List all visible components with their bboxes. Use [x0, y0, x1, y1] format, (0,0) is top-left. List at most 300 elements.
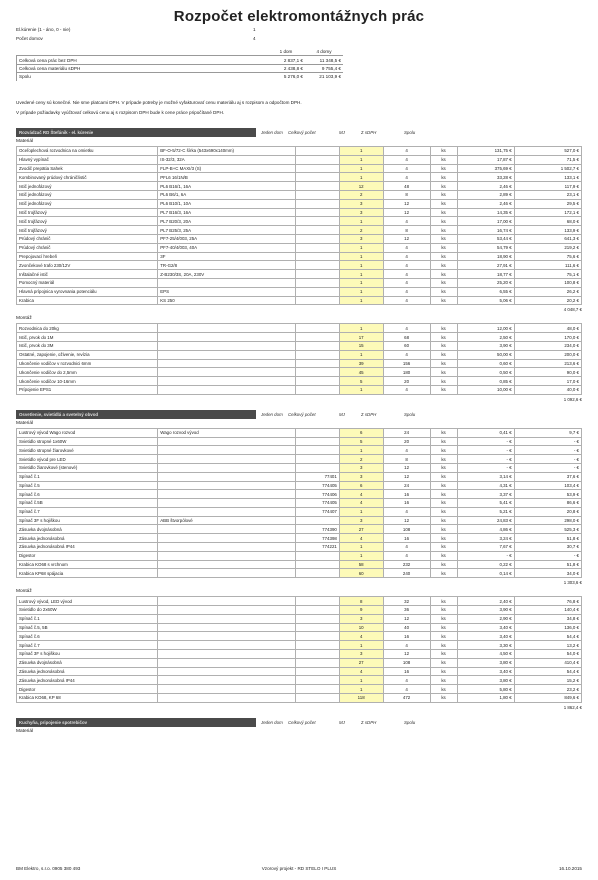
- note-1: Uvedené ceny sú konečné. Nie sme platcami DPH. V prípade potreby je možné vyfakturovať cenu materiálu aj s rozpisom a odpočtom DPH.: [16, 100, 302, 105]
- item-unit: ks: [430, 270, 457, 279]
- item-spec: PL7 B16/3, 16A: [158, 208, 296, 217]
- item-unit: ks: [430, 481, 457, 490]
- item-spec: [158, 614, 296, 623]
- item-code: [296, 147, 340, 156]
- item-code: [296, 614, 340, 623]
- item-name: Svietidlo stropné 1x60W: [17, 437, 158, 446]
- item-code: [296, 516, 340, 525]
- item-spec: [158, 324, 296, 333]
- item-qty-total: 16: [383, 667, 430, 676]
- item-unit: ks: [430, 324, 457, 333]
- item-price: 16,74 €: [457, 226, 514, 235]
- item-spec: PF7-25/4/003, 25A: [158, 234, 296, 243]
- item-spec: [158, 385, 296, 394]
- item-sum: 9,7 €: [514, 428, 581, 437]
- table-row: [17, 199, 582, 208]
- item-qty-total: 4: [383, 252, 430, 261]
- item-sum: - €: [514, 446, 581, 455]
- item-sum: 34,8 €: [514, 614, 581, 623]
- item-qty-total: 16: [383, 499, 430, 508]
- item-price: 131,75 €: [457, 147, 514, 156]
- table-row: [17, 560, 582, 569]
- item-name: Svietidlo do 2x60W: [17, 606, 158, 615]
- item-name: Spínač č.6: [17, 632, 158, 641]
- item-unit: ks: [430, 182, 457, 191]
- item-spec: [158, 658, 296, 667]
- item-unit: ks: [430, 658, 457, 667]
- group-total: 1 862,4 €: [563, 704, 582, 710]
- item-spec: [158, 463, 296, 472]
- summary-table: [16, 48, 343, 81]
- item-qty-total: 32: [383, 597, 430, 606]
- table-row: [17, 182, 582, 191]
- item-price: 54,79 €: [457, 243, 514, 252]
- item-name: Krabica KP68 spájacia: [17, 569, 158, 578]
- item-unit: ks: [430, 641, 457, 650]
- item-spec: Z-B230/3S, 20A, 230V: [158, 270, 296, 279]
- item-name: Istič trojfázový: [17, 226, 158, 235]
- table-row: [17, 164, 582, 173]
- item-qty-one: 1: [339, 278, 383, 287]
- item-spec: [158, 534, 296, 543]
- item-sum: 111,6 €: [514, 261, 581, 270]
- item-qty-total: 8: [383, 190, 430, 199]
- item-spec: PL7 B25/3, 25A: [158, 226, 296, 235]
- table-row: [17, 597, 582, 606]
- item-unit: ks: [430, 455, 457, 464]
- table-row: [17, 234, 582, 243]
- table-row: [17, 463, 582, 472]
- item-unit: ks: [430, 597, 457, 606]
- item-price: 2,50 €: [457, 333, 514, 342]
- item-spec: [158, 368, 296, 377]
- item-code: [296, 199, 340, 208]
- item-qty-total: 4: [383, 507, 430, 516]
- group-label: Materiál: [16, 139, 34, 144]
- item-sum: 117,9 €: [514, 182, 581, 191]
- item-qty-one: 1: [339, 446, 383, 455]
- item-qty-one: 27: [339, 525, 383, 534]
- items-table: [16, 323, 582, 394]
- item-unit: ks: [430, 560, 457, 569]
- item-qty-total: 48: [383, 182, 430, 191]
- item-unit: ks: [430, 341, 457, 350]
- item-code: [296, 446, 340, 455]
- group-label: Materiál: [16, 420, 34, 426]
- item-unit: ks: [430, 623, 457, 632]
- item-unit: ks: [430, 525, 457, 534]
- item-code: [296, 623, 340, 632]
- item-qty-one: 1: [339, 147, 383, 156]
- item-name: Lustrový vývod, LED vývod: [17, 597, 158, 606]
- summary-row-label: Spolu: [17, 73, 268, 81]
- item-name: Istič jednofázový: [17, 182, 158, 191]
- item-spec: [158, 525, 296, 534]
- item-price: 3,40 €: [457, 632, 514, 641]
- item-code: [296, 569, 340, 578]
- item-price: 53,44 €: [457, 234, 514, 243]
- item-price: 0,14 €: [457, 569, 514, 578]
- item-sum: 527,0 €: [514, 147, 581, 156]
- item-price: 14,35 €: [457, 208, 514, 217]
- item-unit: ks: [430, 208, 457, 217]
- item-name: Zásuvka dvojnásobná: [17, 525, 158, 534]
- item-qty-total: 4: [383, 261, 430, 270]
- column-header-sum: Spolu: [404, 411, 416, 417]
- item-unit: ks: [430, 368, 457, 377]
- table-row: [17, 190, 582, 199]
- item-qty-total: 4: [383, 641, 430, 650]
- item-qty-one: 118: [339, 694, 383, 703]
- item-name: Istič, prvok do 1M: [17, 333, 158, 342]
- item-spec: [158, 667, 296, 676]
- item-price: 10,00 €: [457, 385, 514, 394]
- item-sum: 54,4 €: [514, 667, 581, 676]
- item-sum: 37,6 €: [514, 472, 581, 481]
- item-unit: ks: [430, 261, 457, 270]
- item-qty-total: 4: [383, 243, 430, 252]
- item-sum: 136,0 €: [514, 623, 581, 632]
- item-qty-total: 4: [383, 296, 430, 305]
- item-qty-total: 4: [383, 147, 430, 156]
- item-qty-one: 58: [339, 560, 383, 569]
- item-unit: ks: [430, 234, 457, 243]
- item-name: Spínač č.5, 5B: [17, 623, 158, 632]
- item-qty-one: 1: [339, 243, 383, 252]
- header-value-1: 1: [253, 27, 256, 32]
- item-spec: PF7-40/4/003, 40A: [158, 243, 296, 252]
- item-qty-one: 4: [339, 490, 383, 499]
- item-qty-total: 180: [383, 368, 430, 377]
- item-code: [296, 208, 340, 217]
- table-row: [17, 641, 582, 650]
- item-qty-total: 12: [383, 472, 430, 481]
- item-sum: 23,2 €: [514, 685, 581, 694]
- item-spec: BF-O-5/72-C šírka (543x690x140mm): [158, 147, 296, 156]
- item-unit: ks: [430, 359, 457, 368]
- item-spec: PL6 B16/1, 16A: [158, 182, 296, 191]
- item-price: 50,00 €: [457, 350, 514, 359]
- item-spec: [158, 472, 296, 481]
- budget-sections: [16, 128, 582, 742]
- item-code: [296, 551, 340, 560]
- item-unit: ks: [430, 543, 457, 552]
- summary-row-v2: 11 348,5 €: [305, 56, 343, 64]
- item-price: 2,46 €: [457, 199, 514, 208]
- item-price: 3,30 €: [457, 641, 514, 650]
- item-name: Krabica KO68, KP 68: [17, 694, 158, 703]
- item-qty-one: 12: [339, 182, 383, 191]
- item-qty-total: 8: [383, 226, 430, 235]
- item-code: [296, 632, 340, 641]
- item-sum: 51,8 €: [514, 560, 581, 569]
- item-qty-one: 1: [339, 270, 383, 279]
- column-header-price: Ʃ sDPH: [361, 130, 377, 135]
- item-sum: 133,1 €: [514, 173, 581, 182]
- item-price: 4,50 €: [457, 650, 514, 659]
- item-spec: 3F: [158, 252, 296, 261]
- item-code: [296, 650, 340, 659]
- item-spec: [158, 437, 296, 446]
- item-spec: [158, 569, 296, 578]
- item-qty-one: 1: [339, 543, 383, 552]
- table-row: [17, 658, 582, 667]
- item-qty-one: 10: [339, 623, 383, 632]
- item-qty-total: 4: [383, 543, 430, 552]
- item-code: [296, 385, 340, 394]
- item-sum: 525,3 €: [514, 525, 581, 534]
- table-row: [17, 341, 582, 350]
- item-sum: 54,0 €: [514, 650, 581, 659]
- item-price: 4,31 €: [457, 481, 514, 490]
- item-code: [296, 243, 340, 252]
- item-qty-total: 12: [383, 208, 430, 217]
- column-header-one: Jeden dom: [261, 411, 283, 417]
- header-label-2: Počet domov: [16, 36, 43, 41]
- items-table: [16, 146, 582, 305]
- item-qty-one: 60: [339, 569, 383, 578]
- column-header-total: Celkový počet: [288, 411, 316, 417]
- item-unit: ks: [430, 147, 457, 156]
- item-qty-total: 68: [383, 333, 430, 342]
- item-unit: ks: [430, 667, 457, 676]
- item-unit: ks: [430, 463, 457, 472]
- item-qty-one: 1: [339, 551, 383, 560]
- item-name: Zásuvka jednonásobná IP44: [17, 676, 158, 685]
- item-qty-one: 1: [339, 385, 383, 394]
- table-row: [17, 208, 582, 217]
- item-qty-one: 3: [339, 208, 383, 217]
- item-code: [296, 341, 340, 350]
- page-title: Rozpočet elektromontážnych prác: [173, 8, 425, 25]
- item-name: Oceľoplechová rozvodnica na omietku: [17, 147, 158, 156]
- item-name: Spínač č.7: [17, 641, 158, 650]
- item-price: 3,80 €: [457, 658, 514, 667]
- item-sum: 90,0 €: [514, 368, 581, 377]
- item-unit: ks: [430, 278, 457, 287]
- item-unit: ks: [430, 226, 457, 235]
- item-sum: 53,9 €: [514, 490, 581, 499]
- item-spec: [158, 490, 296, 499]
- table-row: [17, 261, 582, 270]
- summary-row-v2: 21 103,9 €: [305, 73, 343, 81]
- item-qty-one: 3: [339, 472, 383, 481]
- table-row: [17, 147, 582, 156]
- item-qty-total: 4: [383, 676, 430, 685]
- item-qty-one: 6: [339, 428, 383, 437]
- item-qty-total: 4: [383, 350, 430, 359]
- item-qty-total: 20: [383, 437, 430, 446]
- item-code: [296, 597, 340, 606]
- item-spec: [158, 278, 296, 287]
- item-unit: ks: [430, 164, 457, 173]
- item-unit: ks: [430, 606, 457, 615]
- table-row: [17, 385, 582, 394]
- item-qty-one: 1: [339, 173, 383, 182]
- item-name: Spínač 3F s hojiškou: [17, 650, 158, 659]
- item-qty-one: 3: [339, 516, 383, 525]
- item-qty-one: 5: [339, 377, 383, 386]
- item-sum: - €: [514, 455, 581, 464]
- item-name: Zvodič prepätia Sahek: [17, 164, 158, 173]
- item-unit: ks: [430, 173, 457, 182]
- summary-col-2: 4 domy: [316, 49, 332, 55]
- item-spec: [158, 606, 296, 615]
- item-qty-one: 1: [339, 217, 383, 226]
- item-price: 2,89 €: [457, 190, 514, 199]
- item-name: Ukončenie vodičov do 2,5mm: [17, 368, 158, 377]
- summary-row-v2: 9 755,4 €: [305, 64, 343, 72]
- item-name: Spínač č.7: [17, 507, 158, 516]
- table-row: [17, 270, 582, 279]
- item-sum: 172,1 €: [514, 208, 581, 217]
- item-code: [296, 278, 340, 287]
- item-qty-one: 6: [339, 481, 383, 490]
- item-name: Spínač č.1: [17, 614, 158, 623]
- item-qty-total: 4: [383, 173, 430, 182]
- item-qty-total: 12: [383, 516, 430, 525]
- item-price: - €: [457, 455, 514, 464]
- column-header-total: Celkový počet: [288, 130, 316, 135]
- footer-date: 16.10.2015: [559, 866, 582, 871]
- item-qty-total: 12: [383, 650, 430, 659]
- item-qty-one: 4: [339, 632, 383, 641]
- item-sum: 100,8 €: [514, 278, 581, 287]
- item-unit: ks: [430, 676, 457, 685]
- item-name: Prúdový chránič: [17, 243, 158, 252]
- item-qty-total: 16: [383, 490, 430, 499]
- item-qty-total: 4: [383, 685, 430, 694]
- item-sum: 68,0 €: [514, 217, 581, 226]
- item-code: [296, 324, 340, 333]
- item-unit: ks: [430, 296, 457, 305]
- item-unit: ks: [430, 694, 457, 703]
- table-row: [17, 507, 582, 516]
- item-code: [296, 667, 340, 676]
- item-code: [296, 350, 340, 359]
- table-row: [17, 333, 582, 342]
- item-name: Spínač č.6: [17, 490, 158, 499]
- item-code: [296, 296, 340, 305]
- item-spec: [158, 551, 296, 560]
- item-price: 3,40 €: [457, 623, 514, 632]
- item-qty-one: 1: [339, 296, 383, 305]
- item-qty-total: 4: [383, 217, 430, 226]
- item-price: 17,00 €: [457, 217, 514, 226]
- item-code: [296, 437, 340, 446]
- item-qty-one: 1: [339, 641, 383, 650]
- item-unit: ks: [430, 446, 457, 455]
- table-row: [17, 667, 582, 676]
- item-spec: [158, 543, 296, 552]
- item-qty-one: 27: [339, 658, 383, 667]
- item-sum: 15,2 €: [514, 676, 581, 685]
- table-row: [17, 359, 582, 368]
- item-name: Istič trojfázový: [17, 217, 158, 226]
- item-sum: 133,9 €: [514, 226, 581, 235]
- item-qty-total: 4: [383, 385, 430, 394]
- table-row: [17, 481, 582, 490]
- table-row: [17, 490, 582, 499]
- item-qty-total: 40: [383, 623, 430, 632]
- item-name: Hlavný vypínač: [17, 155, 158, 164]
- item-qty-total: 472: [383, 694, 430, 703]
- item-code: [296, 234, 340, 243]
- item-unit: ks: [430, 350, 457, 359]
- item-name: Istič, prvok do 3M: [17, 341, 158, 350]
- item-price: 3,40 €: [457, 667, 514, 676]
- item-spec: [158, 560, 296, 569]
- item-code: [296, 694, 340, 703]
- item-name: Krabica: [17, 296, 158, 305]
- item-price: 5,06 €: [457, 296, 514, 305]
- item-sum: 17,0 €: [514, 377, 581, 386]
- item-code: [296, 287, 340, 296]
- item-qty-total: 4: [383, 278, 430, 287]
- item-sum: 20,2 €: [514, 296, 581, 305]
- table-row: [17, 446, 582, 455]
- item-qty-one: 45: [339, 368, 383, 377]
- item-sum: 200,0 €: [514, 350, 581, 359]
- item-qty-one: 2: [339, 226, 383, 235]
- item-code: 774405: [296, 499, 340, 508]
- item-unit: ks: [430, 252, 457, 261]
- table-row: [17, 377, 582, 386]
- item-sum: - €: [514, 463, 581, 472]
- column-header-one: Jeden dom: [261, 719, 283, 725]
- item-spec: ABB štvorpólové: [158, 516, 296, 525]
- item-name: Ostatné, zapojenie, oživenie, revízia: [17, 350, 158, 359]
- item-spec: [158, 641, 296, 650]
- summary-row-label: Celková cena materiálu sDPH: [17, 64, 268, 72]
- item-name: Istič trojfázový: [17, 208, 158, 217]
- item-spec: [158, 499, 296, 508]
- table-row: [17, 623, 582, 632]
- item-qty-one: 4: [339, 534, 383, 543]
- item-sum: 54,4 €: [514, 632, 581, 641]
- item-unit: ks: [430, 632, 457, 641]
- item-qty-total: 108: [383, 658, 430, 667]
- item-price: 2,46 €: [457, 182, 514, 191]
- item-name: Inštalačné istič: [17, 270, 158, 279]
- table-row: [17, 676, 582, 685]
- item-price: - €: [457, 446, 514, 455]
- item-unit: ks: [430, 217, 457, 226]
- item-qty-total: 4: [383, 155, 430, 164]
- table-row: [17, 551, 582, 560]
- header-label-1: El.kúrenie (1 - áno, 0 - nie): [16, 27, 71, 32]
- item-code: [296, 217, 340, 226]
- item-sum: 34,0 €: [514, 569, 581, 578]
- item-code: 774390: [296, 525, 340, 534]
- item-code: [296, 560, 340, 569]
- item-name: Zásuvka jednonásobná IP44: [17, 543, 158, 552]
- item-qty-one: 1: [339, 155, 383, 164]
- item-name: Ukončenie vodičov v rozvodnici 6mm: [17, 359, 158, 368]
- item-qty-one: 3: [339, 199, 383, 208]
- item-price: 18,90 €: [457, 252, 514, 261]
- item-spec: PL7 B20/3, 20A: [158, 217, 296, 226]
- item-qty-one: 2: [339, 455, 383, 464]
- item-sum: 76,8 €: [514, 597, 581, 606]
- item-qty-one: 1: [339, 324, 383, 333]
- item-unit: ks: [430, 507, 457, 516]
- item-code: [296, 368, 340, 377]
- item-price: 375,69 €: [457, 164, 514, 173]
- item-spec: [158, 350, 296, 359]
- item-qty-total: 240: [383, 569, 430, 578]
- table-row: [17, 685, 582, 694]
